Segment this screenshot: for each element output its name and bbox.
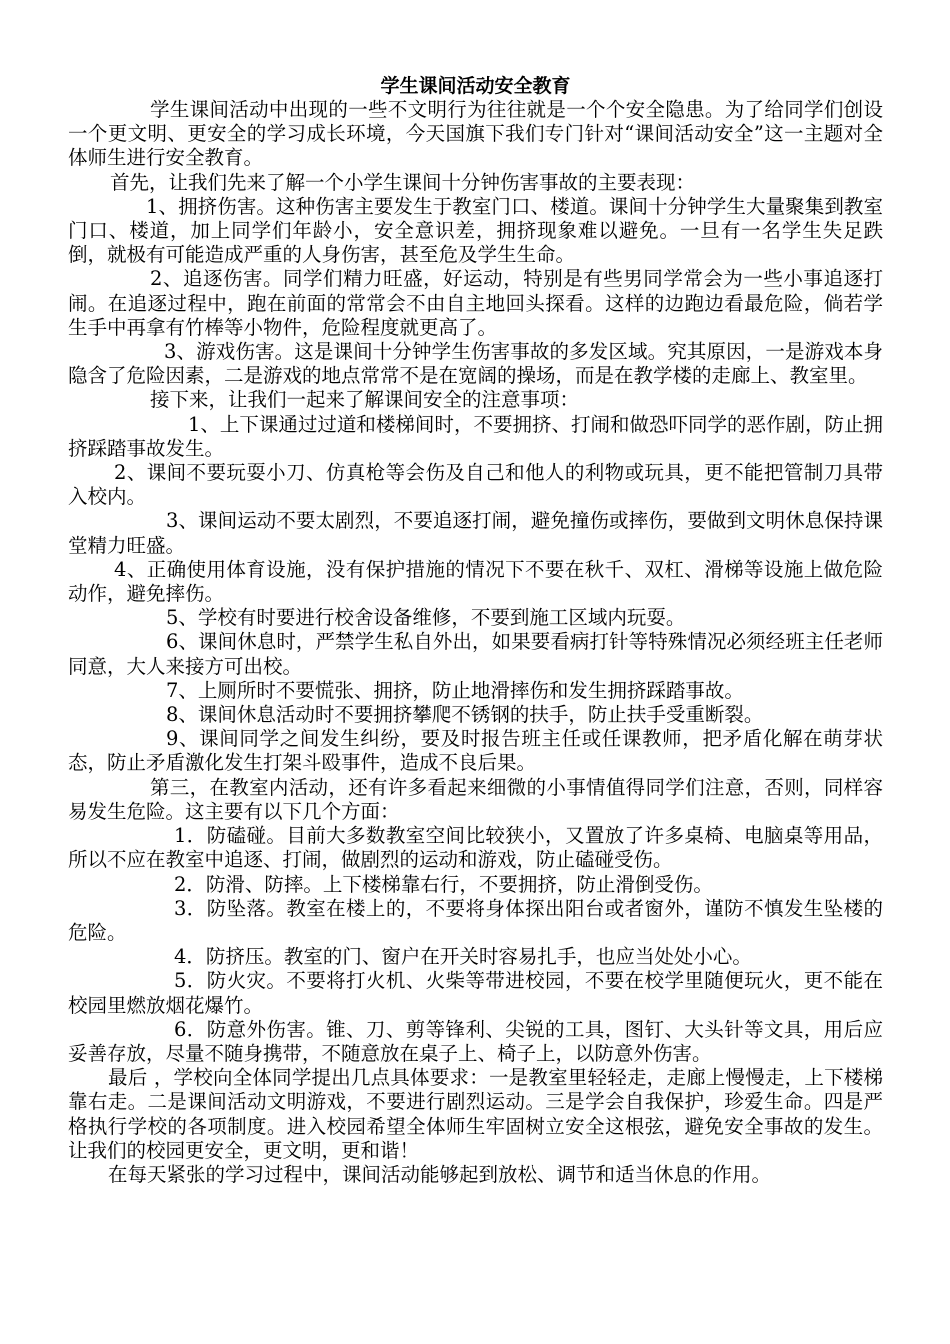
precaution-item-paragraph: 4、正确使用体育设施，没有保护措施的情况下不要在秋千、双杠、滑梯等设施上做危险动作，避免摔伤。 xyxy=(68,557,883,606)
precaution-item-paragraph: 7、上厕所时不要慌张、拥挤，防止地滑摔伤和发生拥挤踩踏事故。 xyxy=(166,678,744,702)
precaution-item-paragraph: 1、上下课通过过道和楼梯间时，不要拥挤、打闹和做恐吓同学的恶作剧，防止拥挤踩踏事故发生。 xyxy=(68,412,883,460)
classroom-item-paragraph: 5．防火灾。不要将打火机、火柴等带进校园，不要在校学里随便玩火，更不能在校园里燃放烟花爆竹。 xyxy=(68,969,883,1017)
precaution-item-paragraph: 8、课间休息活动时不要拥挤攀爬不锈钢的扶手，防止扶手受重断裂。 xyxy=(166,703,764,727)
precaution-item-paragraph: 9、课间同学之间发生纠纷，要及时报告班主任或任课教师，把矛盾化解在萌芽状态，防止矛盾激化发生打架斗殴事件，造成不良后果。 xyxy=(68,727,883,775)
injury-item-paragraph: 3、游戏伤害。这是课间十分钟学生伤害事故的多发区域。究其原因，一是游戏本身隐含了危险因素，二是游戏的地点常常不是在宽阔的操场，而是在教学楼的走廊上、教室里。 xyxy=(68,340,883,388)
section-intro-paragraph: 接下来，让我们一起来了解课间安全的注意事项： xyxy=(150,388,580,412)
classroom-item-paragraph: 3．防坠落。教室在楼上的，不要将身体探出阳台或者窗外，谨防不慎发生坠楼的危险。 xyxy=(68,896,883,944)
intro-paragraph: 学生课间活动中出现的一些不文明行为往往就是一个个安全隐患。为了给同学们创设一个更文明、更安全的学习成长环境，今天国旗下我们专门针对“课间活动安全”这一主题对全体师生进行安全教育。 xyxy=(68,98,883,170)
section-intro-paragraph: 首先，让我们先来了解一个小学生课间十分钟伤害事故的主要表现： xyxy=(110,170,696,194)
classroom-item-paragraph: 6．防意外伤害。锥、刀、剪等锋利、尖锐的工具，图钉、大头针等文具，用后应妥善存放，尽量不随身携带，不随意放在桌子上、椅子上，以防意外伤害。 xyxy=(68,1017,883,1065)
classroom-item-paragraph: 2．防滑、防摔。上下楼梯靠右行，不要拥挤，防止滑倒受伤。 xyxy=(174,872,713,896)
classroom-item-paragraph: 1．防磕碰。目前大多数教室空间比较狭小，又置放了许多桌椅、电脑桌等用品，所以不应在教室中追逐、打闹，做剧烈的运动和游戏，防止磕碰受伤。 xyxy=(68,824,883,872)
section-intro-paragraph: 第三，在教室内活动，还有许多看起来细微的小事情值得同学们注意，否则，同样容易发生危险。这主要有以下几个方面： xyxy=(68,775,883,823)
classroom-item-paragraph: 4．防挤压。教室的门、窗户在开关时容易扎手，也应当处处小心。 xyxy=(174,945,752,969)
precaution-item-paragraph: 2、课间不要玩耍小刀、仿真枪等会伤及自己和他人的利物或玩具，更不能把管制刀具带入校内。 xyxy=(68,461,883,509)
document-title: 学生课间活动安全教育 xyxy=(380,75,571,97)
precaution-item-paragraph: 3、课间运动不要太剧烈，不要追逐打闹，避免撞伤或摔伤，要做到文明休息保持课堂精力旺盛。 xyxy=(68,509,883,557)
conclusion-paragraph: 最后 ，学校向全体同学提出几点具体要求：一是教室里轻轻走，走廊上慢慢走，上下楼梯靠右走。二是课间活动文明游戏，不要进行剧烈运动。三是学会自我保护，珍爱生命。四是严格执行学校的各项制度。进入校园希望全体师生牢固树立安全这根弦，避免安全事故的发生。让我们的校园更安全，更文明，更和谐！ xyxy=(68,1066,883,1162)
closing-paragraph: 在每天紧张的学习过程中，课间活动能够起到放松、调节和适当休息的作用。 xyxy=(108,1162,772,1186)
injury-item-paragraph: 1、拥挤伤害。这种伤害主要发生于教室门口、楼道。课间十分钟学生大量聚集到教室门口、楼道，加上同学们年龄小，安全意识差，拥挤现象难以避免。一旦有一名学生失足跌倒，就极有可能造成严重的人身伤害，甚至危及学生生命。 xyxy=(68,194,883,267)
precaution-item-paragraph: 6、课间休息时，严禁学生私自外出，如果要看病打针等特殊情况必须经班主任老师同意，大人来接方可出校。 xyxy=(68,630,883,678)
injury-item-paragraph: 2、追逐伤害。同学们精力旺盛，好运动，特别是有些男同学常会为一些小事追逐打闹。在追逐过程中，跑在前面的常常会不由自主地回头探看。这样的边跑边看最危险，倘若学生手中再拿有竹棒等小物件，危险程度就更高了。 xyxy=(68,267,883,339)
document-page xyxy=(68,74,883,1187)
precaution-item-paragraph: 5、学校有时要进行校舍设备维修，不要到施工区域内玩耍。 xyxy=(166,606,686,630)
